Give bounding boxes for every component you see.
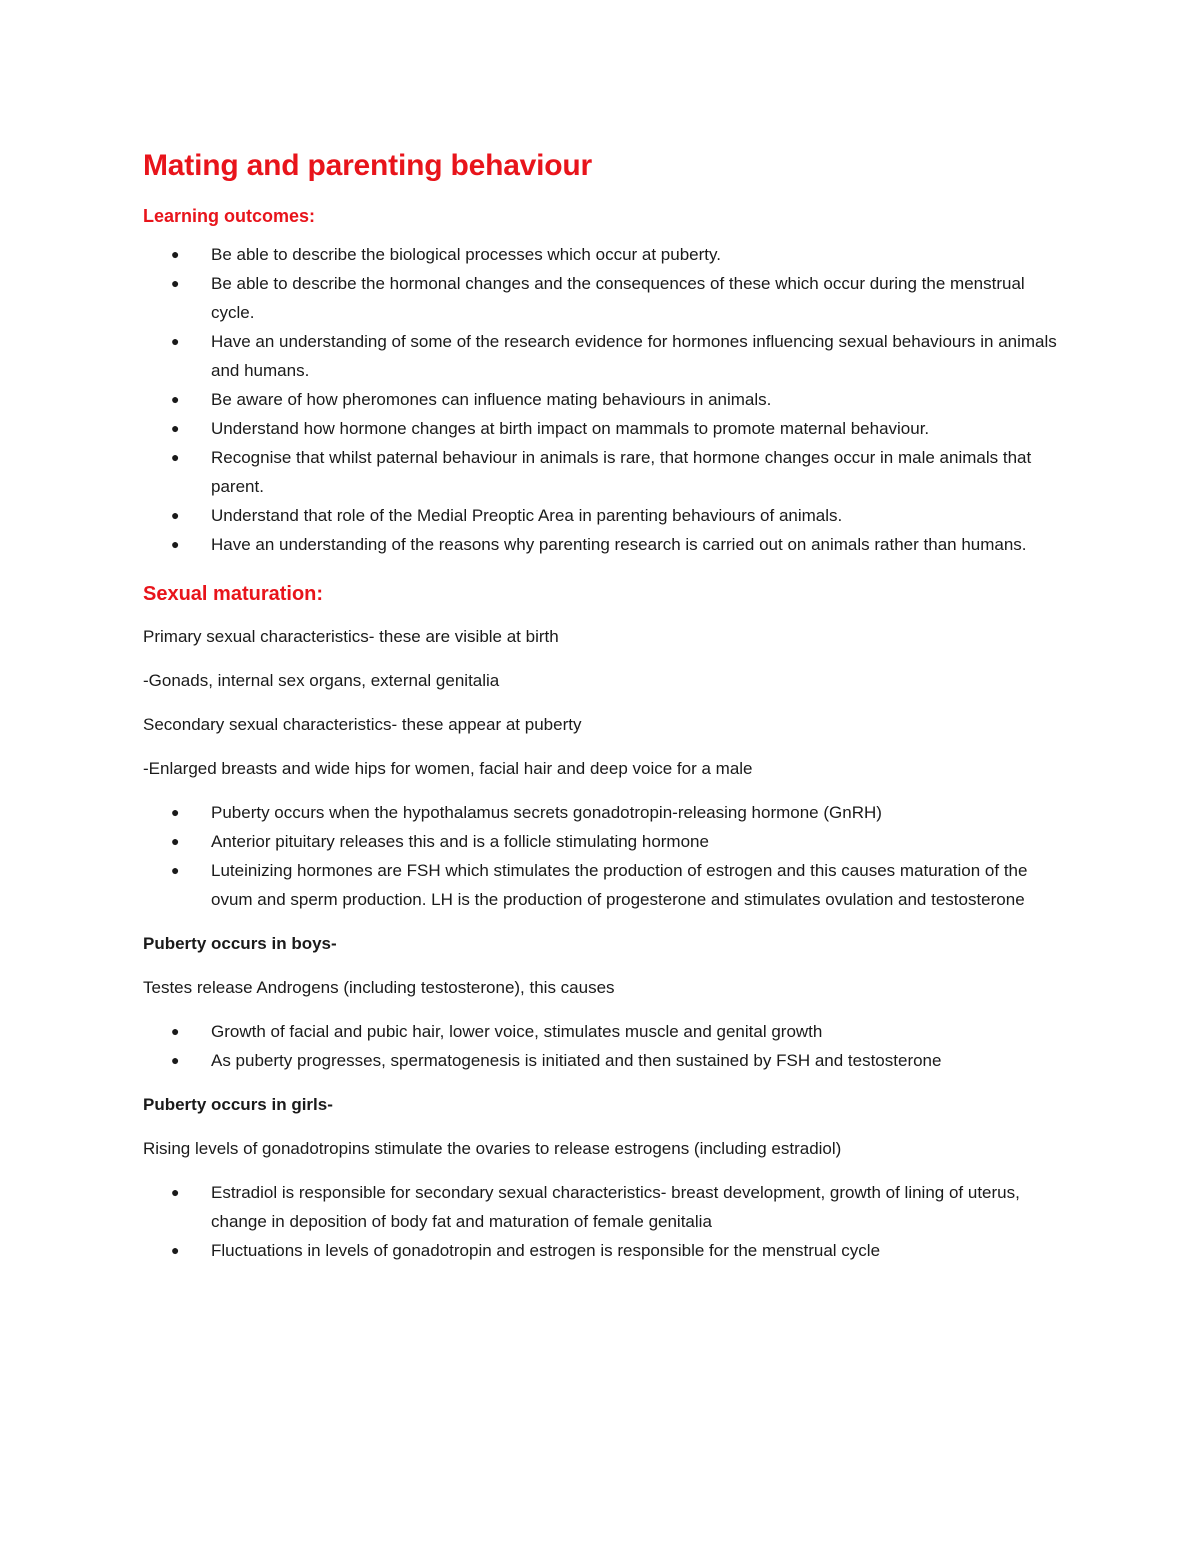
list-item: ● Understand that role of the Medial Preoptic Area in parenting behaviours of animals. [143, 501, 1063, 530]
bullet-icon: ● [171, 536, 180, 552]
list-item: ● Luteinizing hormones are FSH which stimulates the production of estrogen and this causes maturation of the ovum and sperm production. LH is the production of progesterone and stimulates ovulation and testosterone [143, 856, 1063, 914]
boys-list [143, 1017, 1063, 1075]
bullet-icon: ● [171, 833, 180, 849]
bullet-icon: ● [171, 391, 180, 407]
document-title: Mating and parenting behaviour [143, 149, 593, 182]
list-item: ● Recognise that whilst paternal behaviour in animals is rare, that hormone changes occur in male animals that parent. [143, 443, 1063, 501]
bullet-icon: ● [171, 420, 180, 436]
boys-heading: Puberty occurs in boys- [143, 934, 337, 953]
bullet-icon: ● [171, 1184, 180, 1200]
bullet-icon: ● [171, 507, 180, 523]
list-item: ● Be able to describe the biological processes which occur at puberty. [143, 240, 1063, 269]
learning-outcomes-list [143, 240, 1063, 559]
bullet-icon: ● [171, 1023, 180, 1039]
bullet-icon: ● [171, 804, 180, 820]
list-item: ● Understand how hormone changes at birth impact on mammals to promote maternal behaviour. [143, 414, 1063, 443]
bullet-icon: ● [171, 449, 180, 465]
bullet-icon: ● [171, 862, 180, 878]
bullet-icon: ● [171, 1242, 180, 1258]
boys-intro: Testes release Androgens (including testosterone), this causes [143, 978, 615, 997]
list-item: ● Have an understanding of some of the research evidence for hormones influencing sexual behaviours in animals and humans. [143, 327, 1063, 385]
list-item: ● Puberty occurs when the hypothalamus secrets gonadotropin-releasing hormone (GnRH) [143, 798, 1063, 827]
bullet-icon: ● [171, 1052, 180, 1068]
list-item: ● Fluctuations in levels of gonadotropin and estrogen is responsible for the menstrual cycle [143, 1236, 1063, 1265]
list-item: ● Growth of facial and pubic hair, lower voice, stimulates muscle and genital growth [143, 1017, 1063, 1046]
list-item: ● Be able to describe the hormonal changes and the consequences of these which occur during the menstrual cycle. [143, 269, 1063, 327]
learning-outcomes-heading: Learning outcomes: [143, 206, 316, 226]
list-item: ● As puberty progresses, spermatogenesis is initiated and then sustained by FSH and testosterone [143, 1046, 1063, 1075]
list-item: ● Anterior pituitary releases this and is a follicle stimulating hormone [143, 827, 1063, 856]
list-item: ● Be aware of how pheromones can influence mating behaviours in animals. [143, 385, 1063, 414]
bullet-icon: ● [171, 275, 180, 291]
maturation-list [143, 798, 1063, 914]
girls-intro: Rising levels of gonadotropins stimulate the ovaries to release estrogens (including estradiol) [143, 1139, 842, 1158]
primary-characteristics: Primary sexual characteristics- these are visible at birth [143, 627, 559, 646]
document-page [143, 148, 1063, 1265]
list-item: ● Estradiol is responsible for secondary sexual characteristics- breast development, growth of lining of uterus, change in deposition of body fat and maturation of female genitalia [143, 1178, 1063, 1236]
bullet-icon: ● [171, 246, 180, 262]
secondary-characteristics-detail: -Enlarged breasts and wide hips for women, facial hair and deep voice for a male [143, 759, 753, 778]
secondary-characteristics: Secondary sexual characteristics- these appear at puberty [143, 715, 582, 734]
primary-characteristics-detail: -Gonads, internal sex organs, external genitalia [143, 671, 500, 690]
girls-list [143, 1178, 1063, 1265]
list-item: ● Have an understanding of the reasons why parenting research is carried out on animals rather than humans. [143, 530, 1063, 559]
girls-heading: Puberty occurs in girls- [143, 1095, 333, 1114]
sexual-maturation-heading: Sexual maturation: [143, 583, 324, 605]
bullet-icon: ● [171, 333, 180, 349]
